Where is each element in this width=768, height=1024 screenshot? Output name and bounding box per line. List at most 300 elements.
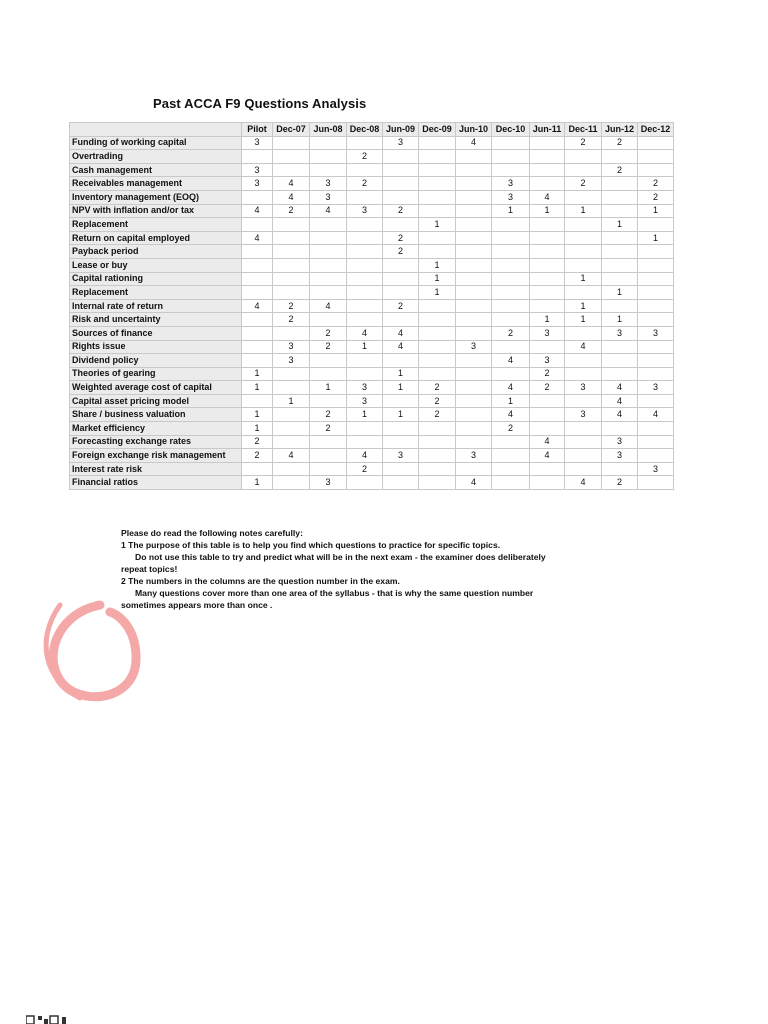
- question-number-cell: 2: [242, 435, 273, 449]
- question-number-cell: [456, 462, 492, 476]
- question-number-cell: [419, 422, 456, 436]
- question-number-cell: 4: [273, 449, 310, 463]
- question-number-cell: [602, 204, 638, 218]
- table-corner: [70, 123, 242, 137]
- question-number-cell: [310, 367, 347, 381]
- question-number-cell: 3: [273, 340, 310, 354]
- question-number-cell: 1: [492, 394, 530, 408]
- topic-label: Market efficiency: [70, 422, 242, 436]
- question-number-cell: [602, 272, 638, 286]
- question-number-cell: 1: [602, 313, 638, 327]
- question-number-cell: [242, 272, 273, 286]
- question-number-cell: 2: [273, 313, 310, 327]
- notes-heading: Please do read the following notes carefully:: [121, 528, 303, 538]
- question-number-cell: 2: [383, 299, 419, 313]
- question-number-cell: 3: [310, 177, 347, 191]
- question-number-cell: [565, 449, 602, 463]
- table-row: [70, 231, 674, 245]
- question-number-cell: [347, 367, 383, 381]
- question-number-cell: 3: [638, 462, 674, 476]
- question-number-cell: 2: [602, 476, 638, 490]
- question-number-cell: 1: [565, 299, 602, 313]
- question-number-cell: 1: [638, 204, 674, 218]
- question-number-cell: [638, 258, 674, 272]
- question-number-cell: 1: [565, 204, 602, 218]
- question-number-cell: 2: [492, 326, 530, 340]
- question-number-cell: [565, 286, 602, 300]
- table-row: [70, 150, 674, 164]
- question-number-cell: [242, 190, 273, 204]
- question-number-cell: [456, 381, 492, 395]
- question-number-cell: 2: [419, 408, 456, 422]
- question-number-cell: [530, 245, 565, 259]
- table-row: [70, 340, 674, 354]
- question-number-cell: 3: [638, 381, 674, 395]
- question-number-cell: [602, 177, 638, 191]
- question-number-cell: 2: [347, 177, 383, 191]
- question-number-cell: 4: [242, 204, 273, 218]
- question-number-cell: [638, 476, 674, 490]
- question-number-cell: [383, 476, 419, 490]
- question-number-cell: [310, 462, 347, 476]
- question-number-cell: 4: [383, 340, 419, 354]
- question-number-cell: [347, 218, 383, 232]
- question-number-cell: [456, 163, 492, 177]
- question-number-cell: [602, 340, 638, 354]
- question-number-cell: [347, 231, 383, 245]
- question-number-cell: [565, 367, 602, 381]
- topic-label: Share / business valuation: [70, 408, 242, 422]
- question-number-cell: [347, 286, 383, 300]
- question-number-cell: [310, 136, 347, 150]
- question-number-cell: 1: [565, 272, 602, 286]
- question-number-cell: [383, 354, 419, 368]
- question-number-cell: [565, 245, 602, 259]
- question-number-cell: [273, 422, 310, 436]
- question-number-cell: [638, 449, 674, 463]
- question-number-cell: [242, 354, 273, 368]
- question-number-cell: 2: [565, 177, 602, 191]
- question-number-cell: [456, 286, 492, 300]
- question-number-cell: [565, 394, 602, 408]
- question-number-cell: 4: [565, 476, 602, 490]
- question-number-cell: [273, 272, 310, 286]
- question-number-cell: [347, 422, 383, 436]
- question-number-cell: [530, 286, 565, 300]
- question-number-cell: [347, 245, 383, 259]
- question-number-cell: [530, 272, 565, 286]
- question-number-cell: [530, 163, 565, 177]
- question-number-cell: [492, 150, 530, 164]
- question-number-cell: [492, 163, 530, 177]
- question-number-cell: 1: [383, 381, 419, 395]
- table-row: [70, 462, 674, 476]
- table-row: [70, 354, 674, 368]
- question-number-cell: [383, 286, 419, 300]
- question-number-cell: [383, 190, 419, 204]
- topic-label: Return on capital employed: [70, 231, 242, 245]
- question-number-cell: 4: [602, 394, 638, 408]
- question-number-cell: [530, 299, 565, 313]
- question-number-cell: [419, 340, 456, 354]
- question-number-cell: [456, 272, 492, 286]
- table-row: [70, 272, 674, 286]
- topic-label: Rights issue: [70, 340, 242, 354]
- question-number-cell: [383, 394, 419, 408]
- question-number-cell: [383, 422, 419, 436]
- question-number-cell: [456, 190, 492, 204]
- table-row: [70, 449, 674, 463]
- question-number-cell: [419, 245, 456, 259]
- question-number-cell: [638, 286, 674, 300]
- question-number-cell: 1: [638, 231, 674, 245]
- question-number-cell: [347, 476, 383, 490]
- question-number-cell: [273, 245, 310, 259]
- question-number-cell: [242, 462, 273, 476]
- question-number-cell: [530, 150, 565, 164]
- question-number-cell: 4: [492, 354, 530, 368]
- question-number-cell: [456, 313, 492, 327]
- question-number-cell: 3: [492, 190, 530, 204]
- question-number-cell: [565, 435, 602, 449]
- question-number-cell: [638, 272, 674, 286]
- question-number-cell: 3: [242, 136, 273, 150]
- column-header-dec-10: Dec-10: [492, 123, 530, 137]
- question-number-cell: 2: [383, 231, 419, 245]
- question-number-cell: [638, 340, 674, 354]
- topic-label: Payback period: [70, 245, 242, 259]
- topic-label: Funding of working capital: [70, 136, 242, 150]
- question-number-cell: [419, 462, 456, 476]
- qr-code-icon: [26, 1014, 74, 1024]
- question-number-cell: 3: [638, 326, 674, 340]
- question-number-cell: 1: [602, 286, 638, 300]
- question-number-cell: 2: [310, 326, 347, 340]
- column-header-dec-08: Dec-08: [347, 123, 383, 137]
- question-number-cell: 1: [242, 422, 273, 436]
- question-number-cell: 1: [383, 408, 419, 422]
- question-number-cell: [530, 136, 565, 150]
- topic-label: Interest rate risk: [70, 462, 242, 476]
- topic-label: NPV with inflation and/or tax: [70, 204, 242, 218]
- question-number-cell: [273, 435, 310, 449]
- topic-label: Replacement: [70, 218, 242, 232]
- question-number-cell: [310, 286, 347, 300]
- table-row: [70, 435, 674, 449]
- question-number-cell: 3: [310, 190, 347, 204]
- question-number-cell: [638, 367, 674, 381]
- question-number-cell: [273, 218, 310, 232]
- table-header-row: [70, 123, 674, 137]
- question-number-cell: [310, 163, 347, 177]
- question-number-cell: 4: [530, 449, 565, 463]
- question-number-cell: [383, 435, 419, 449]
- question-number-cell: [273, 476, 310, 490]
- question-number-cell: [347, 299, 383, 313]
- question-number-cell: [492, 299, 530, 313]
- topic-label: Sources of finance: [70, 326, 242, 340]
- question-number-cell: [456, 177, 492, 191]
- question-number-cell: [310, 435, 347, 449]
- question-number-cell: 3: [492, 177, 530, 191]
- question-number-cell: [638, 299, 674, 313]
- question-number-cell: [602, 367, 638, 381]
- question-number-cell: [638, 245, 674, 259]
- note-1-end: repeat topics!: [121, 564, 178, 574]
- question-number-cell: 1: [383, 367, 419, 381]
- question-number-cell: [242, 245, 273, 259]
- question-number-cell: 2: [638, 190, 674, 204]
- question-number-cell: [383, 313, 419, 327]
- column-header-dec-12: Dec-12: [638, 123, 674, 137]
- topic-label: Overtrading: [70, 150, 242, 164]
- table-row: [70, 136, 674, 150]
- question-number-cell: [602, 258, 638, 272]
- question-number-cell: 2: [310, 340, 347, 354]
- question-number-cell: [456, 435, 492, 449]
- question-number-cell: 1: [565, 313, 602, 327]
- question-number-cell: 4: [347, 449, 383, 463]
- question-number-cell: [310, 150, 347, 164]
- question-number-cell: 1: [242, 367, 273, 381]
- question-number-cell: [273, 326, 310, 340]
- question-number-cell: 1: [242, 476, 273, 490]
- question-number-cell: [456, 204, 492, 218]
- question-number-cell: [310, 218, 347, 232]
- question-number-cell: [638, 354, 674, 368]
- question-number-cell: [492, 245, 530, 259]
- column-header-jun-11: Jun-11: [530, 123, 565, 137]
- table-row: [70, 313, 674, 327]
- question-number-cell: 3: [242, 177, 273, 191]
- question-number-cell: [492, 367, 530, 381]
- question-number-cell: [456, 394, 492, 408]
- question-number-cell: [602, 354, 638, 368]
- question-number-cell: [492, 231, 530, 245]
- question-number-cell: [273, 231, 310, 245]
- question-number-cell: 3: [347, 394, 383, 408]
- question-number-cell: [602, 150, 638, 164]
- question-number-cell: [419, 190, 456, 204]
- question-number-cell: [638, 163, 674, 177]
- question-number-cell: [492, 136, 530, 150]
- question-number-cell: [492, 449, 530, 463]
- table-row: [70, 258, 674, 272]
- question-number-cell: [638, 422, 674, 436]
- question-number-cell: [530, 218, 565, 232]
- note-1-continued: Do not use this table to try and predict what will be in the next exam - the examiner does deliberately: [135, 552, 546, 562]
- question-number-cell: 1: [419, 218, 456, 232]
- question-number-cell: [602, 422, 638, 436]
- question-number-cell: 1: [419, 272, 456, 286]
- column-header-jun-12: Jun-12: [602, 123, 638, 137]
- question-number-cell: 2: [347, 462, 383, 476]
- question-number-cell: [492, 435, 530, 449]
- question-number-cell: [530, 422, 565, 436]
- question-number-cell: 2: [273, 204, 310, 218]
- question-number-cell: 2: [310, 422, 347, 436]
- question-number-cell: 1: [242, 408, 273, 422]
- question-number-cell: 4: [456, 476, 492, 490]
- question-number-cell: [456, 150, 492, 164]
- question-number-cell: [565, 231, 602, 245]
- question-number-cell: [273, 258, 310, 272]
- question-number-cell: [456, 245, 492, 259]
- question-number-cell: 3: [456, 340, 492, 354]
- question-number-cell: [273, 462, 310, 476]
- question-number-cell: [383, 272, 419, 286]
- question-number-cell: [242, 258, 273, 272]
- question-number-cell: [310, 449, 347, 463]
- question-number-cell: [273, 286, 310, 300]
- question-number-cell: [456, 408, 492, 422]
- question-number-cell: 1: [347, 340, 383, 354]
- table-row: [70, 218, 674, 232]
- question-number-cell: [638, 136, 674, 150]
- question-number-cell: 3: [530, 326, 565, 340]
- question-number-cell: 4: [565, 340, 602, 354]
- question-number-cell: 1: [347, 408, 383, 422]
- question-number-cell: [310, 231, 347, 245]
- table-row: [70, 245, 674, 259]
- question-number-cell: 1: [419, 258, 456, 272]
- topic-label: Replacement: [70, 286, 242, 300]
- column-header-dec-07: Dec-07: [273, 123, 310, 137]
- topic-label: Cash management: [70, 163, 242, 177]
- column-header-dec-11: Dec-11: [565, 123, 602, 137]
- question-number-cell: [310, 394, 347, 408]
- question-number-cell: 2: [242, 449, 273, 463]
- table-row: [70, 177, 674, 191]
- question-number-cell: [419, 204, 456, 218]
- question-number-cell: [456, 299, 492, 313]
- page-title: Past ACCA F9 Questions Analysis: [153, 96, 367, 111]
- topic-label: Inventory management (EOQ): [70, 190, 242, 204]
- question-number-cell: [456, 354, 492, 368]
- question-number-cell: [273, 150, 310, 164]
- question-number-cell: 1: [602, 218, 638, 232]
- question-number-cell: [242, 150, 273, 164]
- question-number-cell: [419, 354, 456, 368]
- question-number-cell: [530, 340, 565, 354]
- question-number-cell: [310, 245, 347, 259]
- column-header-pilot: Pilot: [242, 123, 273, 137]
- question-number-cell: [242, 394, 273, 408]
- question-number-cell: 2: [273, 299, 310, 313]
- question-number-cell: [273, 381, 310, 395]
- question-number-cell: 3: [310, 476, 347, 490]
- question-number-cell: 4: [347, 326, 383, 340]
- question-number-cell: [492, 462, 530, 476]
- question-number-cell: 4: [492, 381, 530, 395]
- question-number-cell: [347, 313, 383, 327]
- question-number-cell: [565, 258, 602, 272]
- table-row: [70, 394, 674, 408]
- question-number-cell: 2: [602, 136, 638, 150]
- question-number-cell: 4: [602, 381, 638, 395]
- question-number-cell: [419, 367, 456, 381]
- question-number-cell: 4: [273, 177, 310, 191]
- table-row: [70, 286, 674, 300]
- question-number-cell: [530, 258, 565, 272]
- topic-label: Capital asset pricing model: [70, 394, 242, 408]
- question-number-cell: 3: [347, 204, 383, 218]
- question-number-cell: 3: [530, 354, 565, 368]
- column-header-jun-09: Jun-09: [383, 123, 419, 137]
- question-number-cell: [273, 163, 310, 177]
- question-number-cell: [419, 476, 456, 490]
- note-2-end: sometimes appears more than once .: [121, 600, 273, 610]
- topic-label: Forecasting exchange rates: [70, 435, 242, 449]
- question-number-cell: [456, 367, 492, 381]
- question-number-cell: 3: [602, 326, 638, 340]
- question-number-cell: [530, 394, 565, 408]
- question-number-cell: [565, 150, 602, 164]
- question-number-cell: [456, 422, 492, 436]
- question-number-cell: [419, 449, 456, 463]
- note-1: 1 The purpose of this table is to help you find which questions to practice for specific topics.: [121, 540, 501, 550]
- question-number-cell: 1: [530, 204, 565, 218]
- question-number-cell: 2: [419, 381, 456, 395]
- question-number-cell: 4: [242, 231, 273, 245]
- topic-label: Dividend policy: [70, 354, 242, 368]
- table-row: [70, 422, 674, 436]
- table-row: [70, 190, 674, 204]
- question-number-cell: [492, 340, 530, 354]
- question-number-cell: 4: [242, 299, 273, 313]
- question-number-cell: 3: [273, 354, 310, 368]
- table-row: [70, 381, 674, 395]
- question-number-cell: [530, 177, 565, 191]
- notes-section: [121, 527, 621, 611]
- topic-label: Lease or buy: [70, 258, 242, 272]
- question-number-cell: [347, 258, 383, 272]
- question-number-cell: [638, 435, 674, 449]
- table-row: [70, 367, 674, 381]
- note-2: 2 The numbers in the columns are the question number in the exam.: [121, 576, 400, 586]
- question-number-cell: 3: [347, 381, 383, 395]
- question-number-cell: [456, 231, 492, 245]
- question-number-cell: [530, 476, 565, 490]
- question-number-cell: 1: [273, 394, 310, 408]
- question-number-cell: 4: [383, 326, 419, 340]
- question-number-cell: [419, 435, 456, 449]
- question-number-cell: [383, 177, 419, 191]
- column-header-dec-09: Dec-09: [419, 123, 456, 137]
- question-number-cell: [419, 150, 456, 164]
- question-number-cell: [638, 150, 674, 164]
- question-number-cell: [565, 326, 602, 340]
- question-number-cell: [273, 408, 310, 422]
- question-number-cell: [310, 313, 347, 327]
- question-number-cell: [419, 231, 456, 245]
- question-number-cell: [419, 326, 456, 340]
- question-number-cell: 2: [530, 381, 565, 395]
- question-number-cell: 4: [602, 408, 638, 422]
- question-number-cell: [492, 286, 530, 300]
- question-number-cell: [310, 258, 347, 272]
- column-header-jun-08: Jun-08: [310, 123, 347, 137]
- question-number-cell: 2: [383, 204, 419, 218]
- question-number-cell: [310, 354, 347, 368]
- column-header-jun-10: Jun-10: [456, 123, 492, 137]
- question-number-cell: [242, 286, 273, 300]
- question-number-cell: [419, 136, 456, 150]
- topic-label: Foreign exchange risk management: [70, 449, 242, 463]
- question-number-cell: [530, 231, 565, 245]
- question-number-cell: 2: [347, 150, 383, 164]
- question-number-cell: [419, 177, 456, 191]
